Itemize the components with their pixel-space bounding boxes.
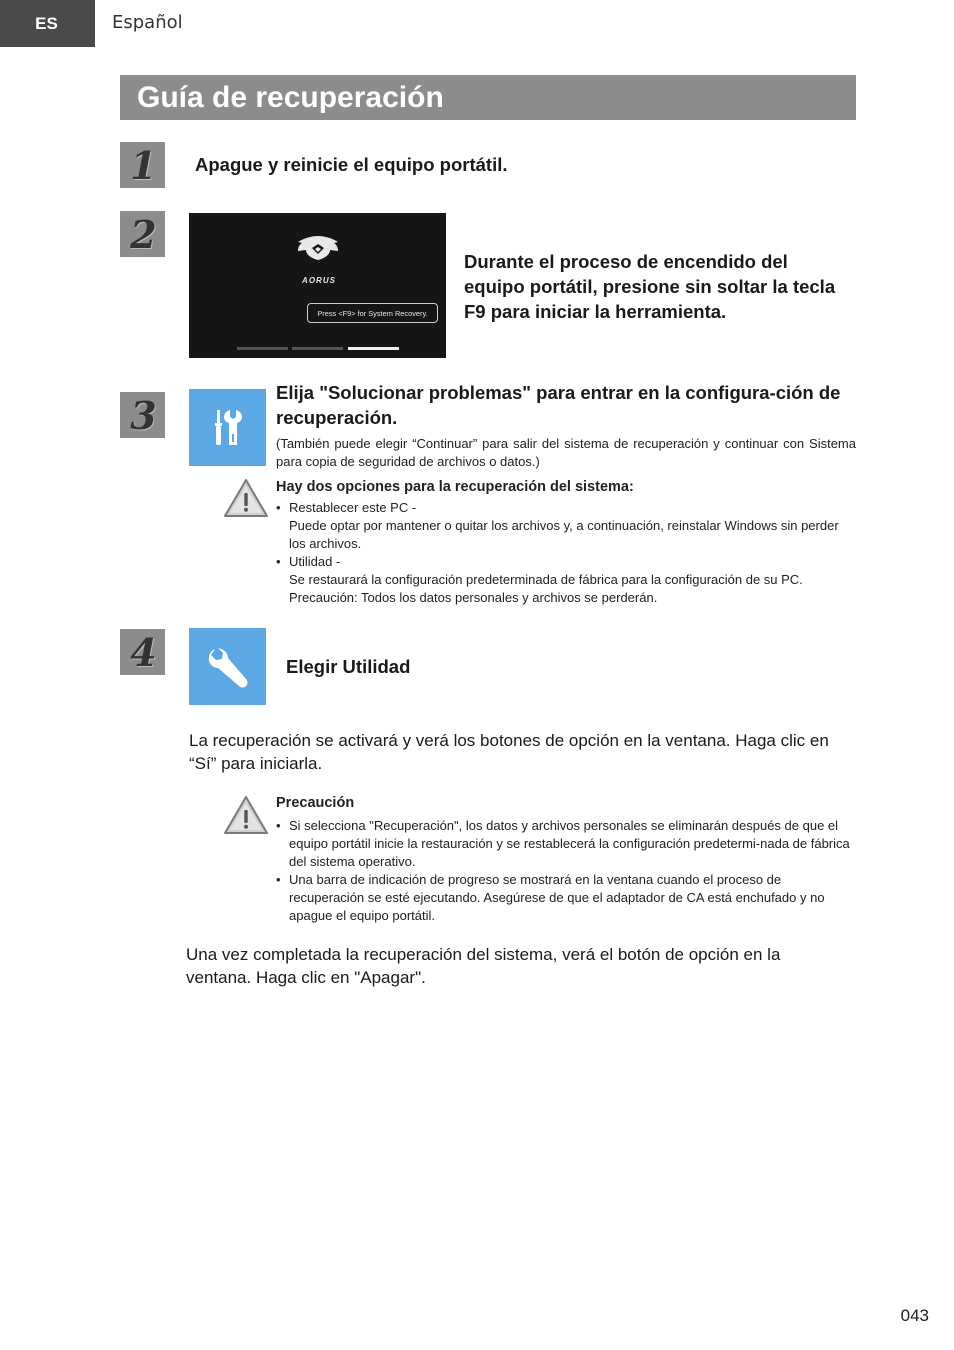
recovery-options-title: Hay dos opciones para la recuperación del sistema: — [276, 479, 634, 495]
caution-list — [276, 817, 851, 925]
page-title: Guía de recuperación — [120, 75, 856, 120]
aorus-logo-icon — [294, 234, 342, 268]
progress-segment — [237, 347, 288, 350]
progress-segment — [292, 347, 343, 350]
language-code-tab: ES — [0, 0, 95, 47]
list-item: • Restablecer este PC - Puede optar por mantener o quitar los archivos y, a continuación, reinstalar Windows sin perder los archivos. — [276, 499, 856, 553]
aorus-logo-text: AORUS — [302, 276, 336, 285]
warning-icon — [222, 477, 270, 519]
progress-segment-active — [348, 347, 399, 350]
step-2-number: 2 — [120, 211, 165, 257]
list-item: • Si selecciona "Recuperación", los datos y archivos personales se eliminarán después de que el equipo portátil inicie la restauración y se restablecerá la configuración predetermi-nada de fábrica del sistema operativo. — [276, 817, 851, 871]
warning-icon — [222, 794, 270, 836]
step-1-number: 1 — [120, 142, 165, 188]
step-1-text: Apague y reinicie el equipo portátil. — [195, 154, 508, 175]
step-3-number: 3 — [120, 392, 165, 438]
boot-prompt: Press <F9> for System Recovery. — [307, 303, 438, 323]
troubleshoot-tile — [189, 389, 266, 466]
page-number: 043 — [900, 1306, 929, 1325]
list-item: • Una barra de indicación de progreso se mostrará en la ventana cuando el proceso de recuperación se esté ejecutando. Asegúrese de que el adaptador de CA está enchufado y no apague el equipo portátil. — [276, 871, 851, 925]
step-4-heading: Elegir Utilidad — [286, 656, 411, 677]
step-4-body: La recuperación se activará y verá los botones de opción en la ventana. Haga clic en “Sí” para iniciarla. — [189, 731, 829, 773]
step-2-text: Durante el proceso de encendido del equipo portátil, presione sin soltar la tecla F9 para iniciar la herramienta. — [464, 251, 836, 322]
closing-text: Una vez completada la recuperación del sistema, verá el botón de opción en la ventana. Haga clic en "Apagar". — [186, 945, 781, 987]
recovery-options-list — [276, 499, 856, 607]
language-name: Español — [112, 12, 183, 33]
step-3-heading: Elija "Solucionar problemas" para entrar en la configura-ción de recuperación. — [276, 382, 841, 428]
tools-icon — [211, 408, 245, 448]
list-item: • Utilidad - Se restaurará la configuración predeterminada de fábrica para la configuración de su PC. Precaución: Todos los datos personales y archivos se perderán. — [276, 553, 856, 607]
step-3-note: (También puede elegir “Continuar” para salir del sistema de recuperación y continuar con Sistema para copia de seguridad de archivos o datos.) — [276, 436, 856, 469]
boot-screen-image — [189, 213, 446, 358]
step-4-number: 4 — [120, 629, 165, 675]
wrench-icon — [206, 645, 250, 689]
utility-tile — [189, 628, 266, 705]
caution-title: Precaución — [276, 795, 355, 811]
